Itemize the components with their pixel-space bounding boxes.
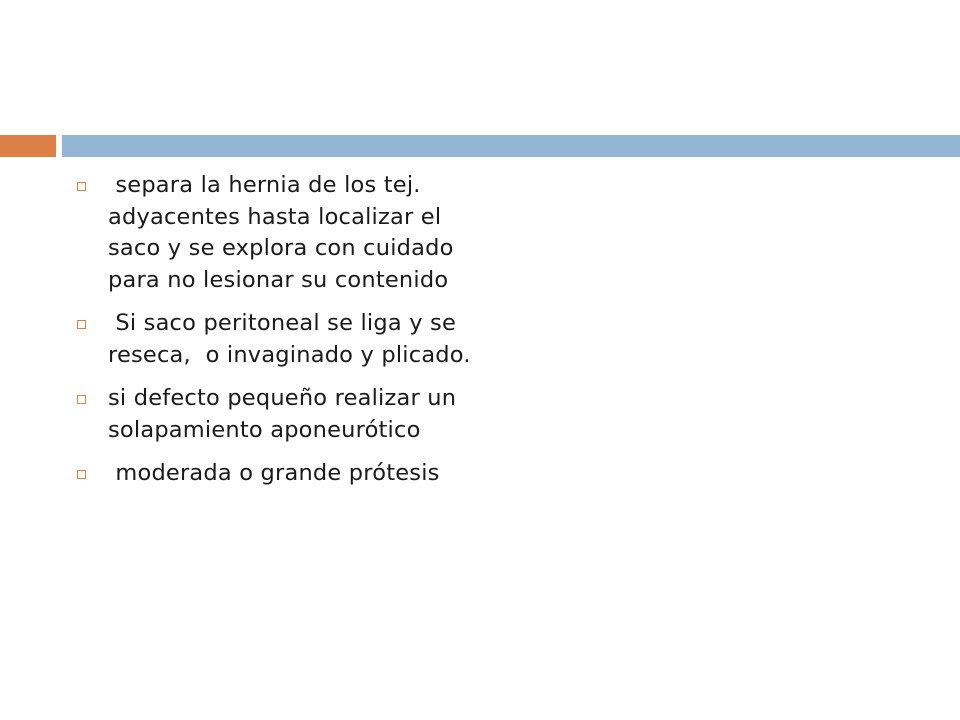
bullet-text: si defecto pequeño realizar un solapamiento aponeurótico (108, 385, 464, 443)
accent-bar-blue (62, 135, 960, 157)
bullet-item (72, 170, 472, 296)
bullet-list (72, 170, 472, 502)
hollow-square-bullet-icon (77, 182, 86, 191)
bullet-item (72, 383, 472, 446)
bullet-item (72, 308, 472, 371)
bullet-item (72, 458, 472, 490)
bullet-text: Si saco peritoneal se liga y se reseca, o invaginado y plicado. (108, 310, 471, 368)
hollow-square-bullet-icon (77, 470, 86, 479)
hollow-square-bullet-icon (77, 395, 86, 404)
bullet-text: moderada o grande prótesis (108, 460, 440, 486)
bullet-text: separa la hernia de los tej. adyacentes hasta localizar el saco y se explora con cuidado para no lesionar su contenido (108, 172, 461, 293)
hollow-square-bullet-icon (77, 320, 86, 329)
accent-bar-orange (0, 135, 56, 157)
